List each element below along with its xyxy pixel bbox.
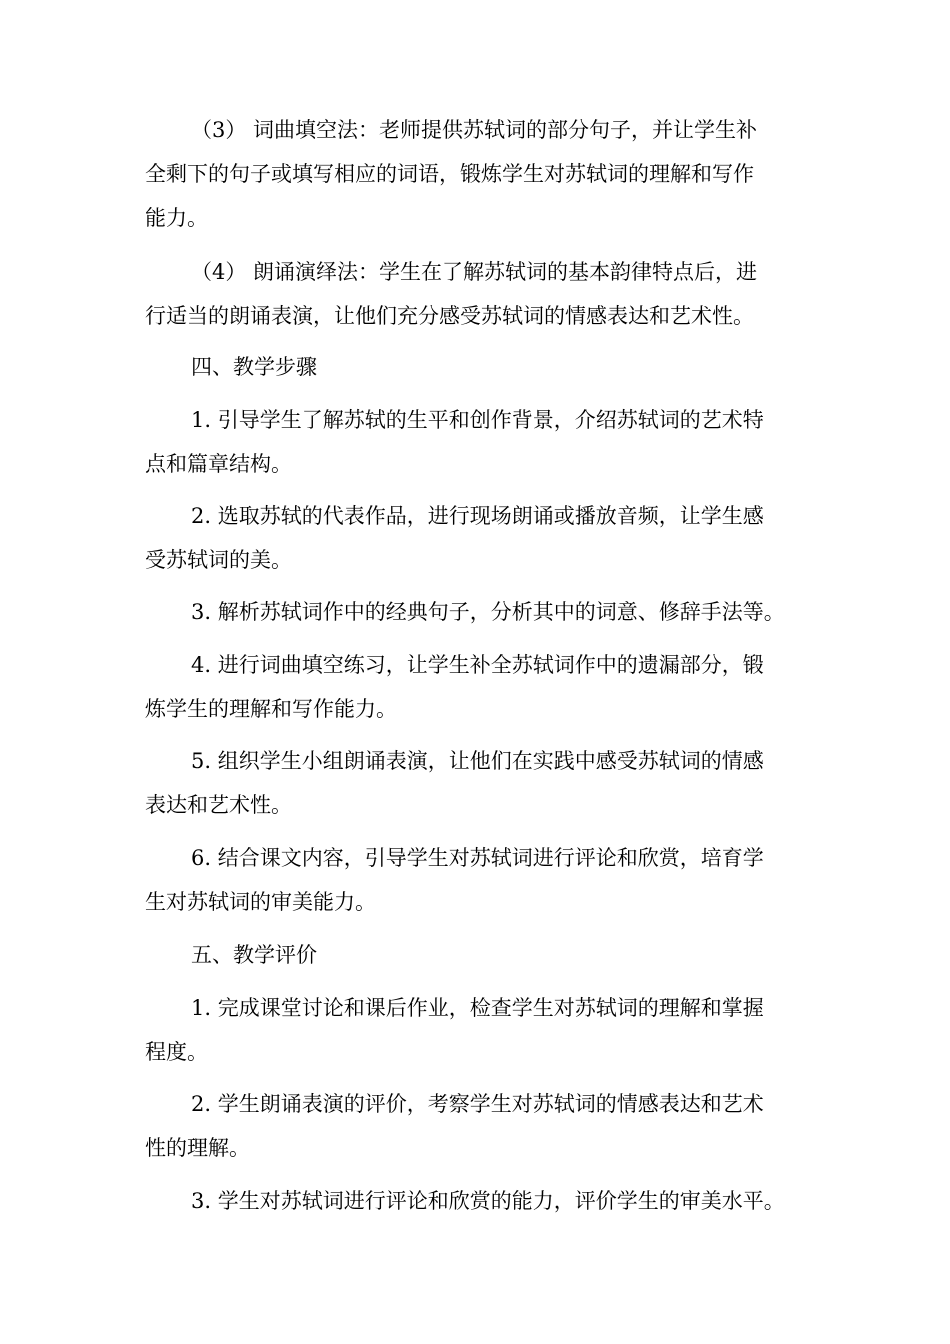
section-heading-teaching-steps	[145, 345, 820, 389]
text-line: 4. 进行词曲填空练习，让学生补全苏轼词作中的遗漏部分，锻	[191, 653, 764, 677]
text-line: 3. 学生对苏轼词进行评论和欣赏的能力，评价学生的审美水平。	[191, 1189, 785, 1213]
text-line: 性的理解。	[145, 1136, 250, 1160]
paragraph-method-4	[145, 250, 820, 338]
text-line: 1. 完成课堂讨论和课后作业，检查学生对苏轼词的理解和掌握	[191, 996, 764, 1020]
text-line: 表达和艺术性。	[145, 793, 292, 817]
paragraph-step-2	[145, 494, 820, 582]
text-line: 1. 引导学生了解苏轼的生平和创作背景，介绍苏轼词的艺术特	[191, 408, 764, 432]
paragraph-step-4	[145, 643, 820, 731]
paragraph-eval-1	[145, 986, 820, 1074]
text-line: 5. 组织学生小组朗诵表演，让他们在实践中感受苏轼词的情感	[191, 749, 764, 773]
paragraph-step-5	[145, 739, 820, 827]
text-line: 点和篇章结构。	[145, 452, 292, 476]
text-line: 受苏轼词的美。	[145, 548, 292, 572]
paragraph-eval-2	[145, 1082, 820, 1170]
section-heading-teaching-evaluation	[145, 933, 820, 977]
text-line: 6. 结合课文内容，引导学生对苏轼词进行评论和欣赏，培育学	[191, 846, 764, 870]
heading-text: 五、教学评价	[191, 943, 317, 967]
text-line: 程度。	[145, 1040, 208, 1064]
paragraph-step-6	[145, 836, 820, 924]
text-line: 全剩下的句子或填写相应的词语，锻炼学生对苏轼词的理解和写作	[145, 162, 754, 186]
paragraph-method-3	[145, 108, 820, 240]
text-line: 3. 解析苏轼词作中的经典句子，分析其中的词意、修辞手法等。	[191, 600, 785, 624]
text-line: （4） 朗诵演绎法：学生在了解苏轼词的基本韵律特点后，进	[191, 260, 758, 284]
heading-text: 四、教学步骤	[191, 355, 317, 379]
text-line: 炼学生的理解和写作能力。	[145, 697, 397, 721]
paragraph-eval-3	[145, 1179, 820, 1223]
text-line: 生对苏轼词的审美能力。	[145, 890, 376, 914]
text-line: （3） 词曲填空法：老师提供苏轼词的部分句子，并让学生补	[191, 118, 758, 142]
text-line: 行适当的朗诵表演，让他们充分感受苏轼词的情感表达和艺术性。	[145, 304, 754, 328]
text-line: 能力。	[145, 206, 208, 230]
paragraph-step-3	[145, 590, 820, 634]
text-line: 2. 选取苏轼的代表作品，进行现场朗诵或播放音频，让学生感	[191, 504, 764, 528]
text-line: 2. 学生朗诵表演的评价，考察学生对苏轼词的情感表达和艺术	[191, 1092, 764, 1116]
paragraph-step-1	[145, 398, 820, 486]
